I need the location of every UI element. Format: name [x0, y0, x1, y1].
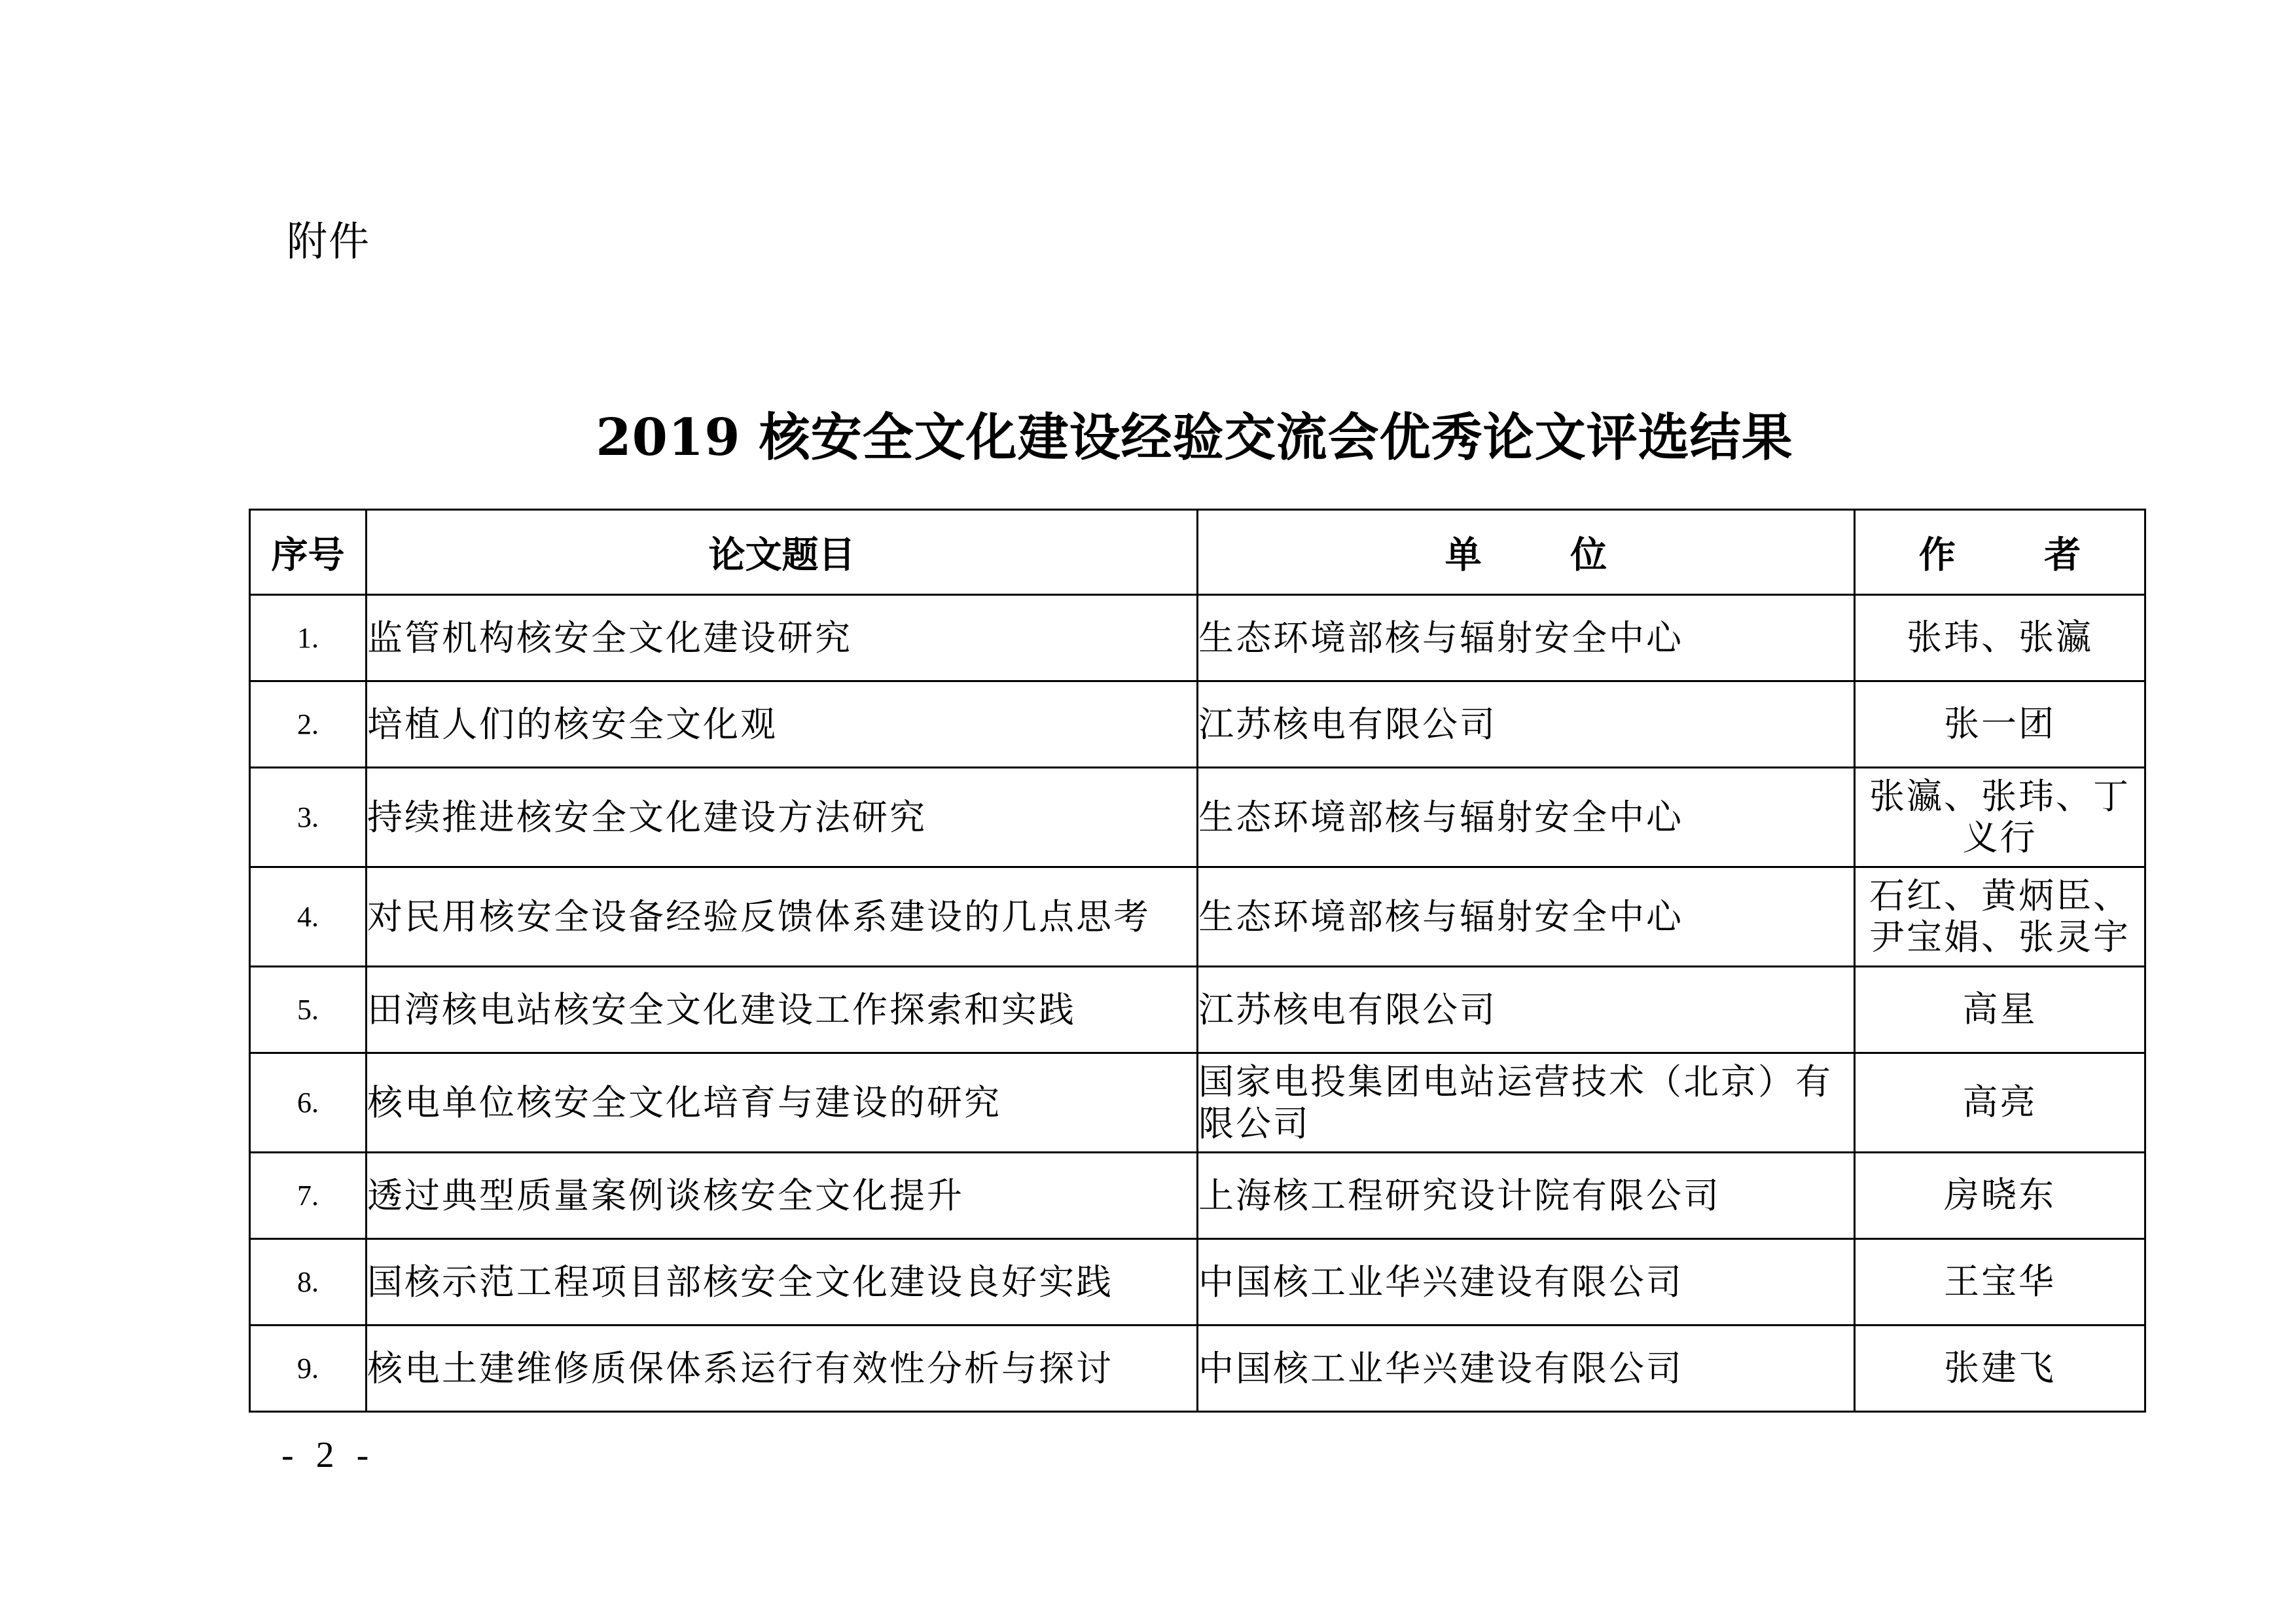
row-unit: 中国核工业华兴建设有限公司	[1198, 1326, 1855, 1412]
row-author: 石红、黄炳臣、尹宝娟、张灵宇	[1855, 867, 2145, 967]
table-row	[250, 1239, 2145, 1326]
row-seq: 9.	[250, 1326, 367, 1412]
row-seq: 3.	[250, 768, 367, 867]
table-header-row	[250, 510, 2145, 595]
row-title: 持续推进核安全文化建设方法研究	[367, 768, 1198, 867]
row-seq: 6.	[250, 1053, 367, 1153]
row-title: 核电土建维修质保体系运行有效性分析与探讨	[367, 1326, 1198, 1412]
row-author: 高星	[1855, 967, 2145, 1053]
row-title: 监管机构核安全文化建设研究	[367, 595, 1198, 681]
row-unit: 生态环境部核与辐射安全中心	[1198, 768, 1855, 867]
row-unit: 江苏核电有限公司	[1198, 967, 1855, 1053]
column-header-author: 作 者	[1855, 510, 2145, 595]
table-row	[250, 967, 2145, 1053]
column-header-seq: 序号	[250, 510, 367, 595]
row-author: 王宝华	[1855, 1239, 2145, 1326]
row-title: 透过典型质量案例谈核安全文化提升	[367, 1153, 1198, 1239]
table-row	[250, 867, 2145, 967]
row-author: 张玮、张瀛	[1855, 595, 2145, 681]
table-row	[250, 1153, 2145, 1239]
row-unit: 生态环境部核与辐射安全中心	[1198, 595, 1855, 681]
row-title: 田湾核电站核安全文化建设工作探索和实践	[367, 967, 1198, 1053]
row-seq: 1.	[250, 595, 367, 681]
row-unit: 江苏核电有限公司	[1198, 681, 1855, 768]
table-row	[250, 681, 2145, 768]
table-row	[250, 1053, 2145, 1153]
row-author: 张一团	[1855, 681, 2145, 768]
row-seq: 5.	[250, 967, 367, 1053]
row-seq: 4.	[250, 867, 367, 967]
row-unit: 国家电投集团电站运营技术（北京）有限公司	[1198, 1053, 1855, 1153]
row-title: 对民用核安全设备经验反馈体系建设的几点思考	[367, 867, 1198, 967]
results-table	[249, 509, 2146, 1413]
document-title: 2019 核安全文化建设经验交流会优秀论文评选结果	[596, 408, 1793, 467]
row-unit: 中国核工业华兴建设有限公司	[1198, 1239, 1855, 1326]
row-title: 培植人们的核安全文化观	[367, 681, 1198, 768]
row-unit: 生态环境部核与辐射安全中心	[1198, 867, 1855, 967]
row-author: 张瀛、张玮、丁义行	[1855, 768, 2145, 867]
row-title: 国核示范工程项目部核安全文化建设良好实践	[367, 1239, 1198, 1326]
table-row	[250, 768, 2145, 867]
column-header-title: 论文题目	[367, 510, 1198, 595]
row-title: 核电单位核安全文化培育与建设的研究	[367, 1053, 1198, 1153]
table-row	[250, 1326, 2145, 1412]
column-header-unit: 单 位	[1198, 510, 1855, 595]
row-seq: 8.	[250, 1239, 367, 1326]
row-author: 高亮	[1855, 1053, 2145, 1153]
row-author: 张建飞	[1855, 1326, 2145, 1412]
row-seq: 7.	[250, 1153, 367, 1239]
attachment-label: 附件	[287, 217, 371, 265]
row-unit: 上海核工程研究设计院有限公司	[1198, 1153, 1855, 1239]
row-author: 房晓东	[1855, 1153, 2145, 1239]
row-seq: 2.	[250, 681, 367, 768]
table-row	[250, 595, 2145, 681]
page-number: - 2 -	[281, 1435, 376, 1475]
